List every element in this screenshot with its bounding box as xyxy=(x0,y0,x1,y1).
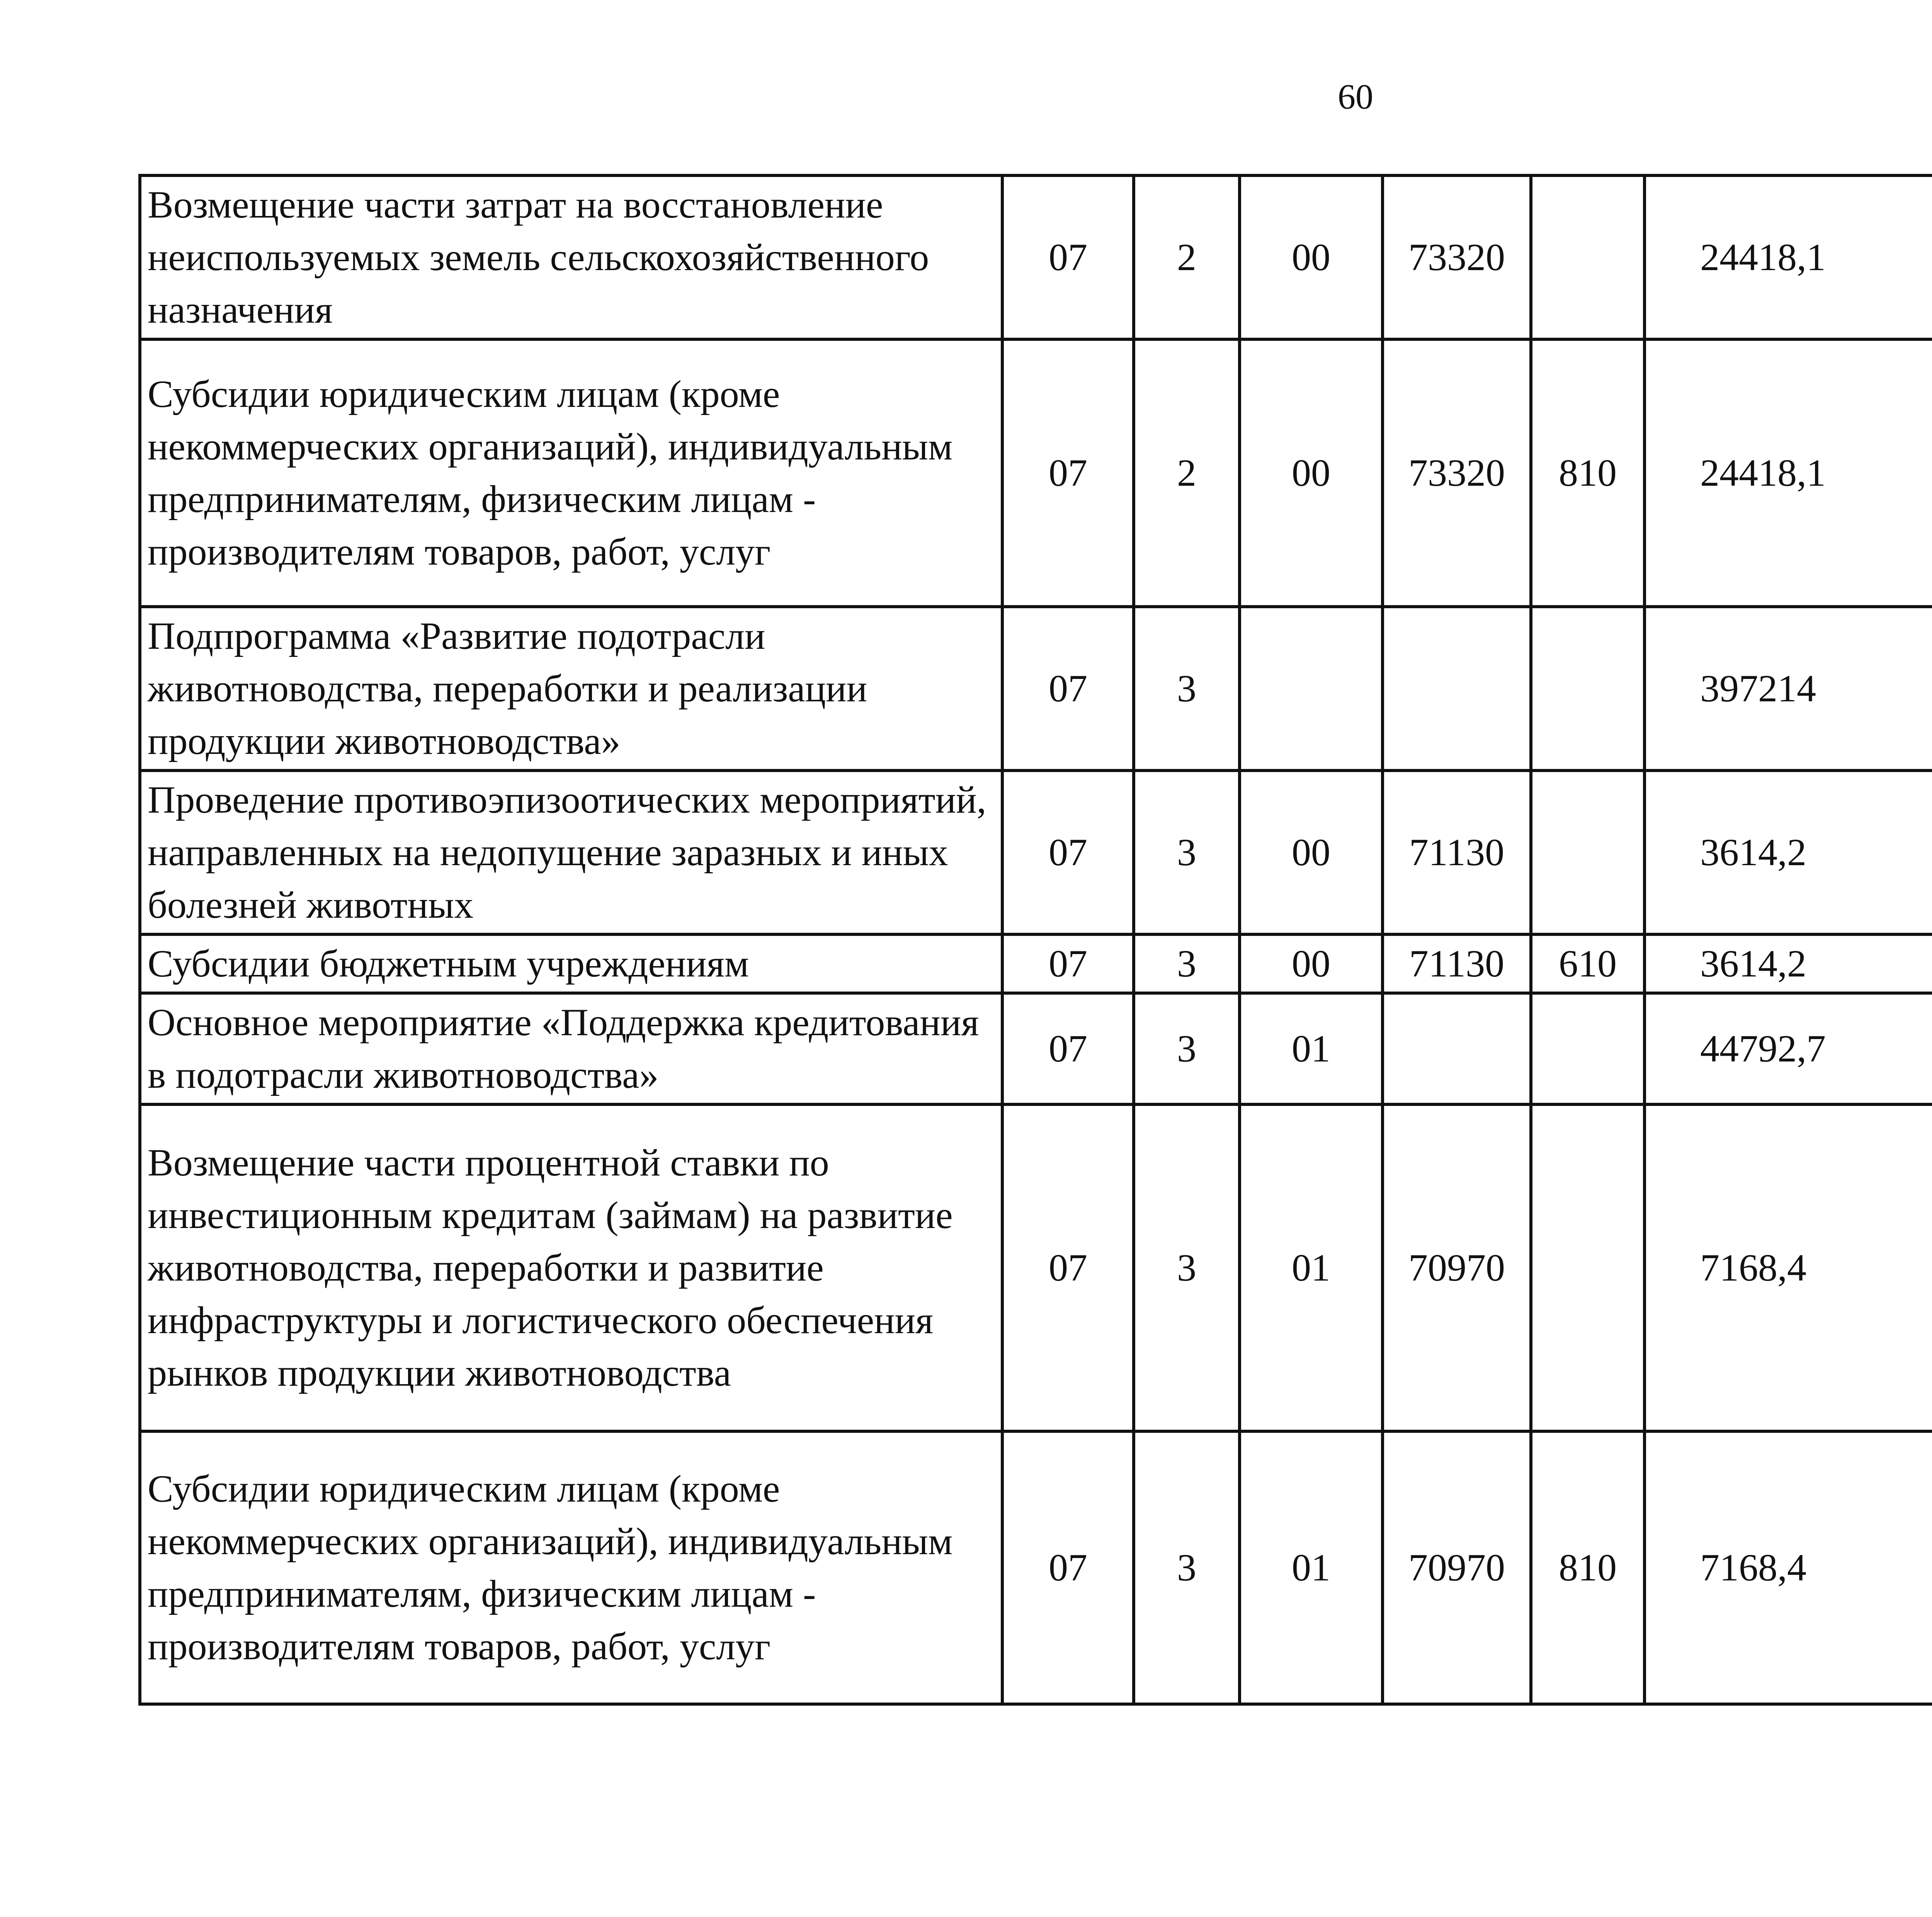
section-code: 07 xyxy=(1002,1104,1134,1431)
row-description: Возмещение части затрат на восстановление неиспользуемых земель сельскохозяйственного назначения xyxy=(140,175,1002,339)
table-row xyxy=(140,771,1932,934)
section-code: 07 xyxy=(1002,771,1134,934)
direction-code: 71130 xyxy=(1383,771,1531,934)
table-row xyxy=(140,607,1932,771)
expense-type-code xyxy=(1531,771,1645,934)
program-code: 3 xyxy=(1134,1104,1240,1431)
amount-year-1: 44792,7 xyxy=(1645,993,1932,1104)
table-row xyxy=(140,339,1932,607)
program-code: 3 xyxy=(1134,771,1240,934)
section-code: 07 xyxy=(1002,175,1134,339)
expense-type-code xyxy=(1531,993,1645,1104)
table-row xyxy=(140,993,1932,1104)
budget-table xyxy=(138,174,1932,1706)
program-code: 3 xyxy=(1134,934,1240,993)
table-row xyxy=(140,175,1932,339)
subprogram-code: 00 xyxy=(1240,339,1383,607)
expense-type-code: 610 xyxy=(1531,934,1645,993)
section-code: 07 xyxy=(1002,1431,1134,1704)
row-description: Субсидии юридическим лицам (кроме некоммерческих организаций), индивидуальным предпринимателям, физическим лицам - производителям товаров, работ, услуг xyxy=(140,1431,1002,1704)
direction-code: 71130 xyxy=(1383,934,1531,993)
amount-year-1: 397214 xyxy=(1645,607,1932,771)
row-description: Субсидии юридическим лицам (кроме некоммерческих организаций), индивидуальным предпринимателям, физическим лицам - производителям товаров, работ, услуг xyxy=(140,339,1002,607)
expense-type-code xyxy=(1531,175,1645,339)
section-code: 07 xyxy=(1002,607,1134,771)
direction-code xyxy=(1383,607,1531,771)
subprogram-code xyxy=(1240,607,1383,771)
direction-code: 70970 xyxy=(1383,1104,1531,1431)
subprogram-code: 00 xyxy=(1240,771,1383,934)
amount-year-1: 7168,4 xyxy=(1645,1104,1932,1431)
subprogram-code: 00 xyxy=(1240,934,1383,993)
subprogram-code: 01 xyxy=(1240,1431,1383,1704)
subprogram-code: 01 xyxy=(1240,993,1383,1104)
program-code: 2 xyxy=(1134,175,1240,339)
page-number: 60 xyxy=(1338,77,1373,116)
direction-code: 73320 xyxy=(1383,339,1531,607)
section-code: 07 xyxy=(1002,339,1134,607)
row-description: Субсидии бюджетным учреждениям xyxy=(140,934,1002,993)
direction-code: 73320 xyxy=(1383,175,1531,339)
expense-type-code xyxy=(1531,607,1645,771)
amount-year-1: 24418,1 xyxy=(1645,339,1932,607)
table-row xyxy=(140,934,1932,993)
program-code: 3 xyxy=(1134,1431,1240,1704)
amount-year-1: 3614,2 xyxy=(1645,934,1932,993)
direction-code xyxy=(1383,993,1531,1104)
expense-type-code: 810 xyxy=(1531,339,1645,607)
program-code: 3 xyxy=(1134,607,1240,771)
program-code: 2 xyxy=(1134,339,1240,607)
expense-type-code xyxy=(1531,1104,1645,1431)
expense-type-code: 810 xyxy=(1531,1431,1645,1704)
row-description: Основное мероприятие «Поддержка кредитования в подотрасли животноводства» xyxy=(140,993,1002,1104)
subprogram-code: 00 xyxy=(1240,175,1383,339)
section-code: 07 xyxy=(1002,934,1134,993)
direction-code: 70970 xyxy=(1383,1431,1531,1704)
subprogram-code: 01 xyxy=(1240,1104,1383,1431)
row-description: Возмещение части процентной ставки по инвестиционным кредитам (займам) на развитие животноводства, переработки и развитие инфраструктуры и логистического обеспечения рынков продукции животноводства xyxy=(140,1104,1002,1431)
row-description: Подпрограмма «Развитие подотрасли животноводства, переработки и реализации продукции животноводства» xyxy=(140,607,1002,771)
section-code: 07 xyxy=(1002,993,1134,1104)
amount-year-1: 3614,2 xyxy=(1645,771,1932,934)
amount-year-1: 7168,4 xyxy=(1645,1431,1932,1704)
program-code: 3 xyxy=(1134,993,1240,1104)
table-row xyxy=(140,1104,1932,1431)
table-row xyxy=(140,1431,1932,1704)
row-description: Проведение противоэпизоотических мероприятий, направленных на недопущение заразных и иных болезней животных xyxy=(140,771,1002,934)
amount-year-1: 24418,1 xyxy=(1645,175,1932,339)
